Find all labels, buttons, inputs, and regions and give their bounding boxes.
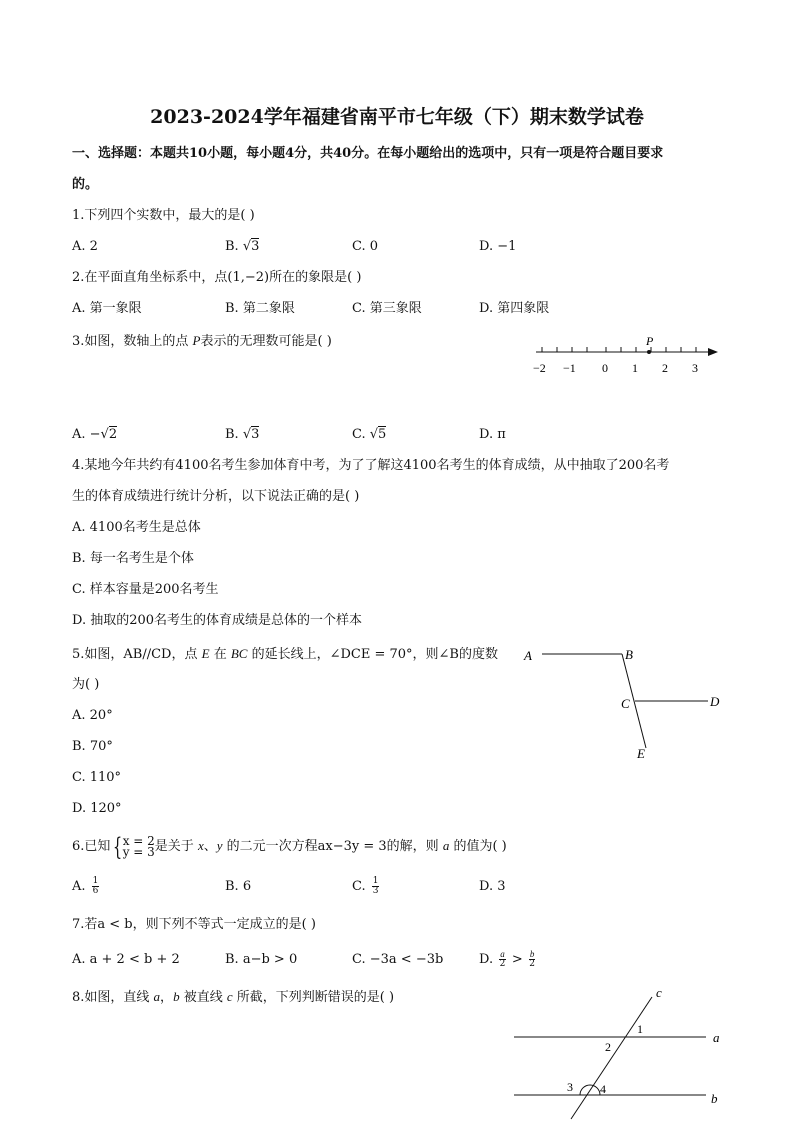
tick-label-neg2: −2: [533, 361, 546, 375]
q3-option-a-radicand: 2: [108, 427, 118, 442]
label-line-b: b: [711, 1091, 718, 1106]
label-a: A: [524, 648, 532, 663]
q7-option-d-operator: >: [507, 952, 527, 967]
q6-stem: [72, 832, 507, 860]
label-e: E: [637, 746, 645, 761]
angle-label-1: 1: [637, 1022, 643, 1036]
q6-option-b: B. 6: [225, 879, 252, 894]
fraction-denominator: 3: [372, 886, 379, 896]
q1-option-d: D. −1: [479, 239, 517, 254]
point-p-dot: [647, 350, 651, 354]
system-line-1: x = 2: [122, 833, 155, 848]
point-p-label: P: [646, 334, 654, 348]
q1-stem: 1.下列四个实数中，最大的是( ): [72, 208, 255, 223]
q8-stem-pre: 8.如图，直线: [72, 990, 154, 1005]
q5-stem-part1: 5.如图，AB//CD，点: [72, 647, 202, 662]
system-line-2: y = 3: [122, 844, 155, 859]
label-d: D: [710, 694, 720, 709]
tick-label-0: 0: [602, 361, 608, 375]
q4-option-d: D. 抽取的200名考生的体育成绩是总体的一个样本: [72, 613, 363, 628]
q8-var-c: c: [226, 989, 233, 1004]
q5-option-c: C. 110°: [72, 770, 122, 785]
q6-option-c: [352, 875, 381, 899]
q2-option-a: A. 第一象限: [72, 301, 142, 316]
q3-option-b-prefix: B.: [225, 427, 243, 442]
q6-option-c-prefix: C.: [352, 879, 370, 894]
q6-var-a: a: [442, 838, 450, 853]
fraction-denominator: 2: [529, 959, 536, 969]
q3-option-c-prefix: C.: [352, 427, 370, 442]
q1-option-a: A. 2: [72, 239, 98, 254]
fraction-denominator: 2: [499, 959, 506, 969]
tick-label-1: 1: [632, 361, 638, 375]
q3-option-c: [352, 427, 386, 443]
fraction-a-over-2: [499, 950, 506, 969]
q4-option-a: A. 4100名考生是总体: [72, 520, 201, 535]
q3-stem-pre: 3.如图，数轴上的点: [72, 334, 193, 349]
q1-option-c: C. 0: [352, 239, 379, 254]
q7-option-c: C. −3a < −3b: [352, 952, 444, 967]
q4-stem-line1: 4.某地今年共约有4100名考生参加体育中考，为了了解这4100名考生的体育成绩，从中抽取了200名考: [72, 458, 670, 473]
section-heading-line2: 的。: [72, 177, 99, 192]
angle-label-2: 2: [605, 1040, 611, 1054]
equation-system: [122, 833, 155, 859]
q8-stem-post: 所截，下列判断错误的是( ): [232, 990, 395, 1005]
q5-stem-part3: 的延长线上，∠DCE = 70°，则∠B的度数: [247, 647, 498, 662]
sqrt-sign: √: [369, 427, 379, 442]
q3-option-a-prefix: A. −: [72, 427, 101, 442]
number-line-figure: [528, 332, 724, 378]
q6-var-x: x: [197, 838, 204, 853]
q7-option-d: [479, 948, 537, 972]
fraction-numerator: 1: [92, 876, 99, 886]
q5-point-e: E: [201, 646, 210, 661]
q5-segment-bc: BC: [230, 646, 248, 661]
fraction-one-sixth: [92, 877, 100, 896]
q1-option-b: [225, 239, 259, 255]
number-line-ticks: [542, 347, 696, 352]
q3-stem: [72, 333, 332, 350]
tick-label-2: 2: [662, 361, 668, 375]
q5-stem-line2: 为( ): [72, 677, 100, 692]
q8-stem-mid: 被直线: [179, 990, 227, 1005]
q6-sep: 、: [203, 839, 217, 854]
q1-option-b-prefix: B.: [225, 239, 243, 254]
sqrt-sign: √: [242, 427, 252, 442]
q8-var-b: b: [173, 989, 180, 1004]
q4-option-b: B. 每一名考生是个体: [72, 551, 194, 566]
q2-option-c: C. 第三象限: [352, 301, 422, 316]
q4-stem-line2: 生的体育成绩进行统计分析，以下说法正确的是( ): [72, 489, 360, 504]
fraction-one-third: [372, 877, 380, 896]
fraction-numerator: 1: [372, 876, 379, 886]
q5-option-b: B. 70°: [72, 739, 113, 754]
transversal-figure-q8: [506, 985, 732, 1123]
q3-option-d: D. π: [479, 427, 506, 442]
number-line-arrow: [708, 348, 718, 356]
label-c: C: [621, 696, 630, 711]
q8-comma: ，: [160, 990, 174, 1005]
q5-stem-line1: [72, 646, 498, 663]
section-heading-line1: 一、选择题：本题共10小题，每小题4分，共40分。在每小题给出的选项中，只有一项是符合题目要求: [72, 146, 664, 161]
tick-label-neg1: −1: [563, 361, 576, 375]
q3-option-a: [72, 427, 117, 443]
q7-stem: 7.若a < b，则下列不等式一定成立的是( ): [72, 917, 316, 932]
q8-var-a: a: [153, 989, 161, 1004]
q1-option-b-radicand: 3: [251, 239, 260, 254]
tick-label-3: 3: [692, 361, 698, 375]
q2-option-b: B. 第二象限: [225, 301, 295, 316]
exam-title: 2023-2024学年福建省南平市七年级（下）期末数学试卷: [150, 106, 644, 128]
q6-option-a: [72, 875, 101, 899]
q4-option-c: C. 样本容量是200名考生: [72, 582, 219, 597]
q6-var-y: y: [216, 838, 223, 853]
fraction-numerator: b: [529, 949, 535, 959]
q3-option-b-radicand: 3: [251, 427, 260, 442]
q6-stem-mid: 是关于: [154, 839, 198, 854]
q5-option-a: A. 20°: [72, 708, 113, 723]
label-line-a: a: [713, 1030, 720, 1045]
left-brace: {: [113, 832, 123, 861]
q7-option-a: A. a + 2 < b + 2: [72, 952, 180, 967]
label-line-c: c: [656, 985, 662, 1000]
q8-stem: [72, 989, 394, 1006]
q6-option-a-prefix: A.: [72, 879, 90, 894]
sqrt-sign: √: [100, 427, 109, 442]
fraction-denominator: 6: [92, 886, 99, 896]
q6-stem-post: 的二元一次方程ax−3y = 3的解，则: [222, 839, 443, 854]
q7-option-d-prefix: D.: [479, 952, 498, 967]
q5-stem-part2: 在: [209, 647, 231, 662]
q6-stem-pre: 6.已知: [72, 839, 111, 854]
angle-label-3: 3: [567, 1080, 573, 1094]
q5-option-d: D. 120°: [72, 801, 122, 816]
sqrt-sign: √: [242, 239, 252, 254]
q2-stem: 2.在平面直角坐标系中，点(1,−2)所在的象限是( ): [72, 270, 362, 285]
q3-option-b: [225, 427, 259, 443]
fraction-numerator: a: [500, 949, 505, 959]
fraction-b-over-2: [529, 950, 536, 969]
parallel-lines-figure-q5: [518, 640, 728, 766]
q2-option-d: D. 第四象限: [479, 301, 550, 316]
q6-option-d: D. 3: [479, 879, 506, 894]
q6-stem-end: 的值为( ): [449, 839, 507, 854]
q3-option-c-radicand: 5: [378, 427, 387, 442]
label-b: B: [625, 647, 633, 662]
line-c: [571, 997, 652, 1119]
q3-stem-var: P: [192, 333, 201, 348]
q3-stem-post: 表示的无理数可能是( ): [200, 334, 332, 349]
q7-option-b: B. a−b > 0: [225, 952, 298, 967]
angle-label-4: 4: [600, 1082, 606, 1096]
